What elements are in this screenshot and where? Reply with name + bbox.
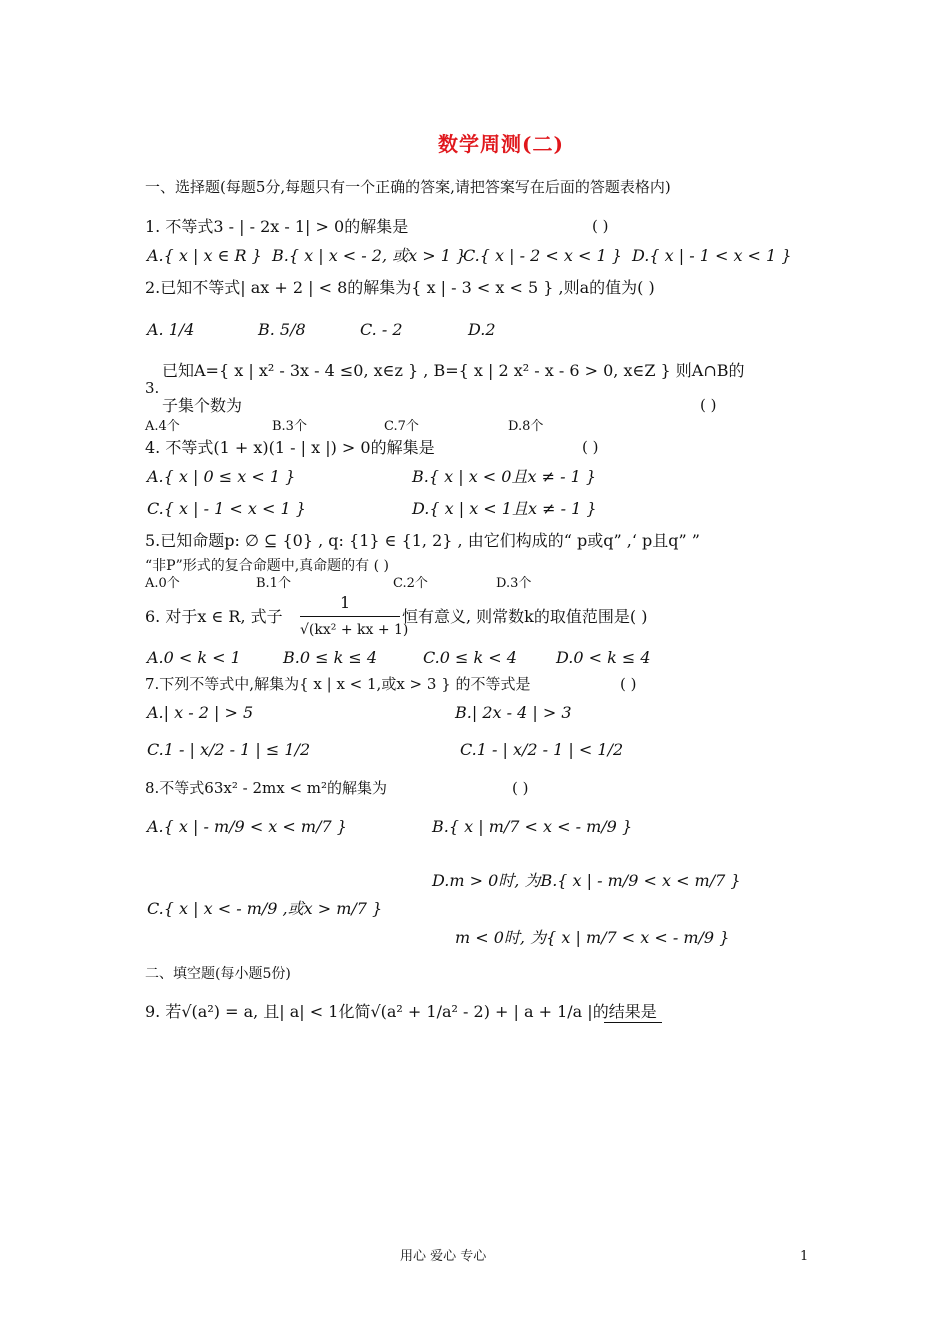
- question-8-option-d-line1: D.m > 0时, 为B.{ x | - m/9 < x < m/7 }: [432, 871, 741, 890]
- question-3-option-b: B.3个: [272, 419, 307, 434]
- question-8-option-a: A.{ x | - m/9 < x < m/7 }: [147, 817, 347, 836]
- question-1-option-c: C.{ x | - 2 < x < 1 }: [463, 246, 622, 265]
- section-heading-fill-blank: 二、填空题(每小题5份): [145, 966, 291, 982]
- question-7-answer-paren: ( ): [620, 675, 637, 693]
- question-6-option-c: C.0 ≤ k < 4: [423, 648, 517, 667]
- question-3-stem-line2: 子集个数为: [162, 396, 243, 415]
- question-4-stem: 4. 不等式(1 + x)(1 - | x |) > 0的解集是: [145, 438, 435, 457]
- question-1-answer-paren: ( ): [592, 217, 609, 235]
- question-7-option-a: A.| x - 2 | > 5: [147, 703, 254, 722]
- question-7-stem: 7.下列不等式中,解集为{ x | x < 1,或x > 3 } 的不等式是: [145, 675, 531, 693]
- question-3-answer-paren: ( ): [700, 396, 717, 414]
- question-2-stem: 2.已知不等式| ax + 2 | < 8的解集为{ x | - 3 < x < 5 } ,则a的值为( ): [145, 278, 655, 297]
- question-3-option-c: C.7个: [384, 419, 419, 434]
- question-3-number: 3.: [145, 379, 160, 397]
- question-5-option-d: D.3个: [496, 576, 532, 591]
- question-6-fraction-bar: [300, 616, 400, 617]
- page-number: 1: [800, 1249, 809, 1264]
- question-8-stem: 8.不等式63x² - 2mx < m²的解集为: [145, 779, 388, 797]
- question-7-option-b: B.| 2x - 4 | > 3: [455, 703, 572, 722]
- section-heading-choice: 一、选择题(每题5分,每题只有一个正确的答案,请把答案写在后面的答题表格内): [145, 178, 671, 196]
- question-2-option-b: B. 5/8: [258, 320, 306, 339]
- question-5-option-b: B.1个: [256, 576, 291, 591]
- question-8-option-b: B.{ x | m/7 < x < - m/9 }: [432, 817, 633, 836]
- question-7-option-d: C.1 - | x/2 - 1 | < 1/2: [460, 740, 624, 759]
- question-7-option-c: C.1 - | x/2 - 1 | ≤ 1/2: [147, 740, 311, 759]
- question-8-answer-paren: ( ): [512, 779, 529, 797]
- question-1-option-b: B.{ x | x < - 2, 或x > 1 }: [272, 246, 467, 265]
- question-3-stem: 已知A={ x | x² - 3x - 4 ≤0, x∈z } , B={ x | 2 x² - x - 6 > 0, x∈Z } 则A∩B的: [162, 361, 745, 380]
- question-2-option-c: C. - 2: [360, 320, 403, 339]
- question-5-option-a: A.0个: [145, 576, 180, 591]
- page-title: 数学周测(二): [438, 132, 564, 156]
- question-6-stem-right: 恒有意义, 则常数k的取值范围是( ): [402, 607, 648, 626]
- question-4-option-a: A.{ x | 0 ≤ x < 1 }: [147, 467, 296, 486]
- question-4-answer-paren: ( ): [582, 438, 599, 456]
- question-5-stem: 5.已知命题p: ∅ ⊆ {0} , q: {1} ∈ {1, 2} , 由它们构成的“ p或q” ,‘ p且q” ”: [145, 531, 700, 550]
- question-1-option-d: D.{ x | - 1 < x < 1 }: [632, 246, 792, 265]
- question-1-option-a: A.{ x | x ∈ R }: [147, 246, 262, 265]
- question-8-option-d-line2: m < 0时, 为{ x | m/7 < x < - m/9 }: [455, 928, 730, 947]
- footer-motto: 用心 爱心 专心: [400, 1249, 487, 1264]
- question-6-stem-left: 6. 对于x ∈ R, 式子: [145, 607, 283, 626]
- question-6-option-a: A.0 < k < 1: [147, 648, 241, 667]
- question-6-fraction-denominator: √(kx² + kx + 1): [300, 622, 409, 638]
- question-9-answer-blank: [604, 1022, 662, 1023]
- question-1-stem: 1. 不等式3 - | - 2x - 1| > 0的解集是: [145, 217, 409, 236]
- question-3-option-a: A.4个: [145, 419, 180, 434]
- question-9-stem: 9. 若√(a²) = a, 且| a| < 1化简√(a² + 1/a² - 2) + | a + 1/a |的结果是: [145, 1002, 657, 1021]
- question-3-option-d: D.8个: [508, 419, 544, 434]
- question-6-option-b: B.0 ≤ k ≤ 4: [283, 648, 378, 667]
- question-4-option-b: B.{ x | x < 0且x ≠ - 1 }: [412, 467, 597, 486]
- question-5-option-c: C.2个: [393, 576, 428, 591]
- question-5-stem-line2: “非P”形式的复合命题中,真命题的有 ( ): [145, 558, 390, 574]
- question-8-option-c: C.{ x | x < - m/9 ,或x > m/7 }: [147, 899, 383, 918]
- question-2-option-d: D.2: [468, 320, 496, 339]
- question-6-option-d: D.0 < k ≤ 4: [556, 648, 651, 667]
- question-6-fraction-numerator: 1: [340, 593, 351, 612]
- question-4-option-d: D.{ x | x < 1且x ≠ - 1 }: [412, 499, 597, 518]
- question-4-option-c: C.{ x | - 1 < x < 1 }: [147, 499, 306, 518]
- question-2-option-a: A. 1/4: [147, 320, 195, 339]
